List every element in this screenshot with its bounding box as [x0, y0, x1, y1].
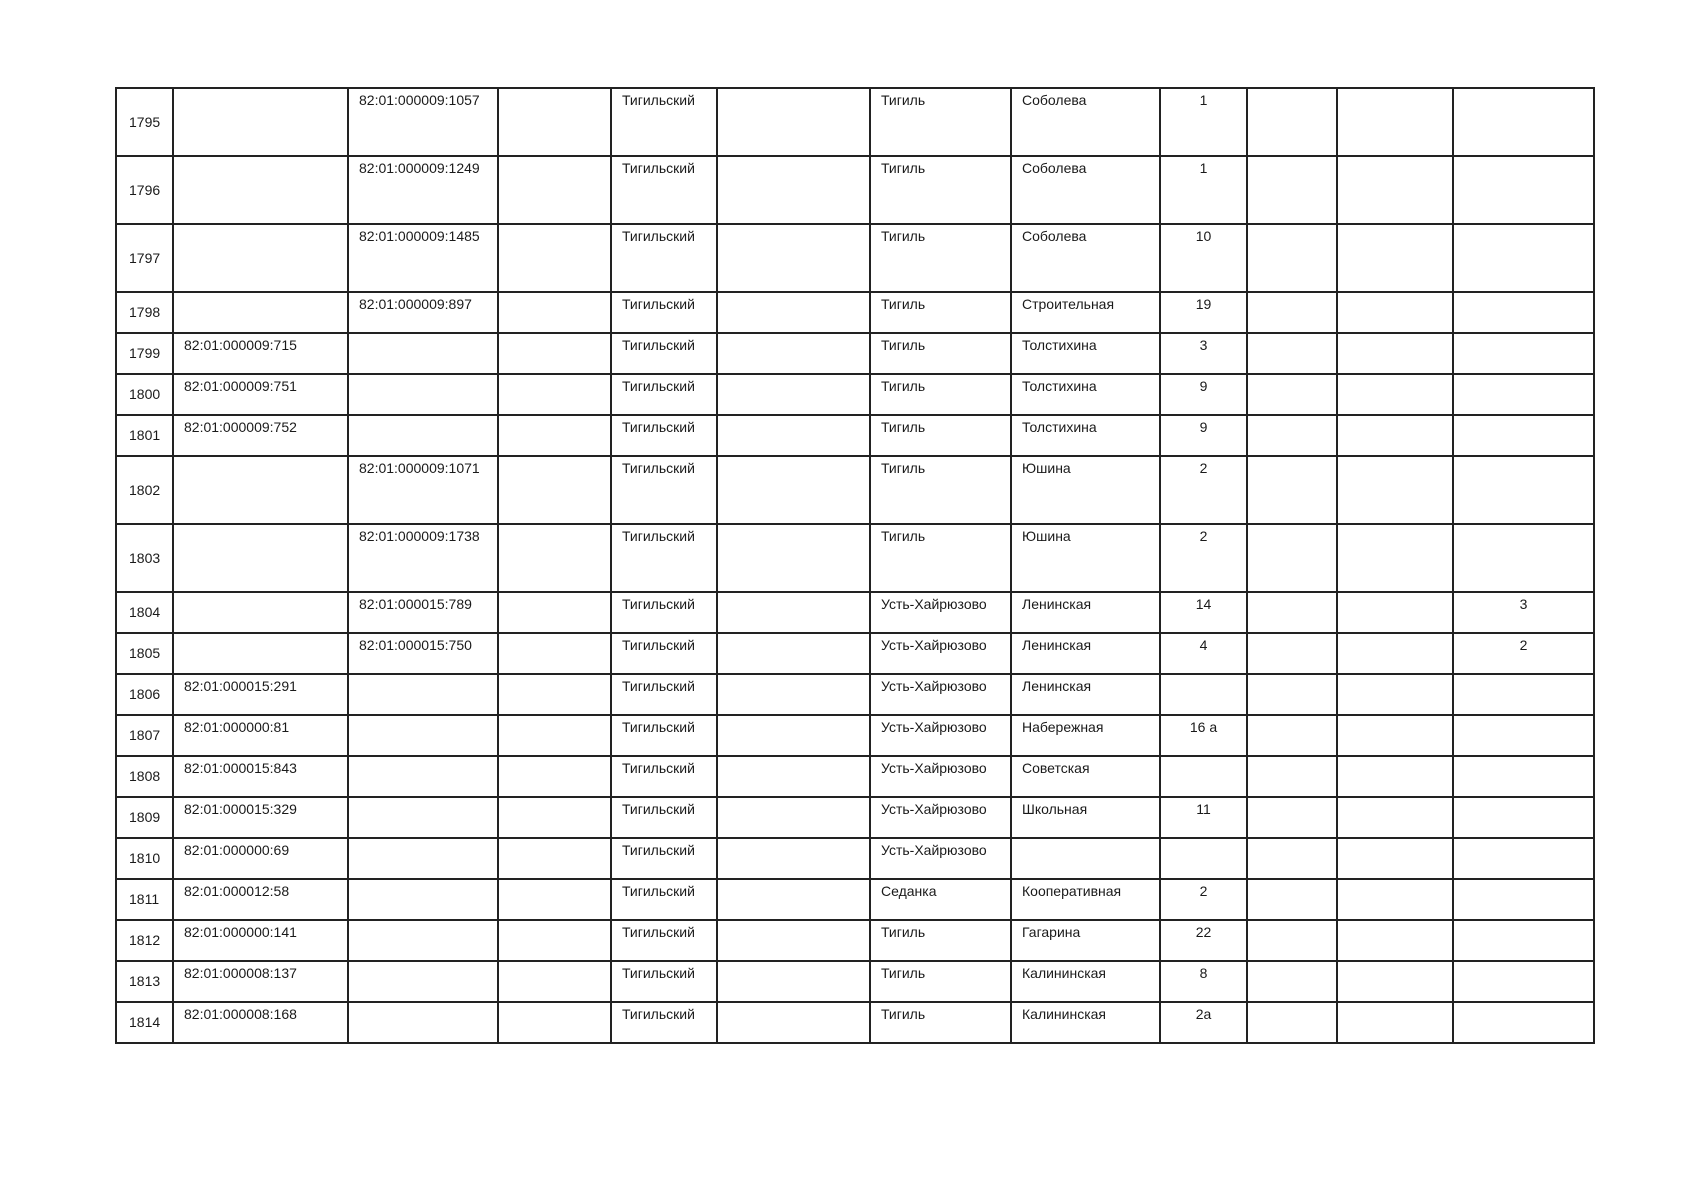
- empty-cell: [717, 592, 870, 633]
- empty-cell: [1337, 838, 1453, 879]
- building-cadastral-number-cell: 82:01:000009:1057: [348, 88, 498, 156]
- empty-cell: [717, 292, 870, 333]
- building-cadastral-number-cell: 82:01:000015:750: [348, 633, 498, 674]
- house-number-cell: 11: [1160, 797, 1247, 838]
- empty-cell: [498, 88, 611, 156]
- district-cell: Тигильский: [611, 524, 717, 592]
- empty-cell: [1337, 333, 1453, 374]
- settlement-cell: Тигиль: [870, 374, 1011, 415]
- house-number-cell: [1160, 674, 1247, 715]
- flat-number-cell: [1453, 920, 1594, 961]
- settlement-cell: Тигиль: [870, 920, 1011, 961]
- table-row: [116, 88, 1594, 156]
- land-cadastral-number-cell: 82:01:000009:751: [173, 374, 348, 415]
- row-number-cell: 1807: [116, 715, 173, 756]
- table-row: [116, 756, 1594, 797]
- empty-cell: [1247, 920, 1337, 961]
- row-number-cell: 1812: [116, 920, 173, 961]
- land-cadastral-number-cell: 82:01:000008:137: [173, 961, 348, 1002]
- land-cadastral-number-cell: [173, 292, 348, 333]
- building-cadastral-number-cell: [348, 415, 498, 456]
- empty-cell: [1337, 292, 1453, 333]
- settlement-cell: Тигиль: [870, 88, 1011, 156]
- district-cell: Тигильский: [611, 1002, 717, 1043]
- settlement-cell: Седанка: [870, 879, 1011, 920]
- table-row: [116, 674, 1594, 715]
- flat-number-cell: [1453, 715, 1594, 756]
- building-cadastral-number-cell: [348, 961, 498, 1002]
- empty-cell: [717, 633, 870, 674]
- land-cadastral-number-cell: [173, 456, 348, 524]
- street-cell: Юшина: [1011, 456, 1160, 524]
- empty-cell: [717, 838, 870, 879]
- settlement-cell: Тигиль: [870, 333, 1011, 374]
- empty-cell: [717, 224, 870, 292]
- house-number-cell: 8: [1160, 961, 1247, 1002]
- empty-cell: [717, 333, 870, 374]
- flat-number-cell: [1453, 674, 1594, 715]
- house-number-cell: 3: [1160, 333, 1247, 374]
- street-cell: Толстихина: [1011, 374, 1160, 415]
- empty-cell: [717, 797, 870, 838]
- street-cell: Соболева: [1011, 224, 1160, 292]
- registry-table: [115, 87, 1595, 1044]
- table-row: [116, 633, 1594, 674]
- table-row: [116, 715, 1594, 756]
- empty-cell: [498, 715, 611, 756]
- empty-cell: [717, 1002, 870, 1043]
- district-cell: Тигильский: [611, 374, 717, 415]
- empty-cell: [717, 156, 870, 224]
- empty-cell: [717, 674, 870, 715]
- empty-cell: [498, 292, 611, 333]
- table-row: [116, 292, 1594, 333]
- row-number-cell: 1813: [116, 961, 173, 1002]
- building-cadastral-number-cell: [348, 920, 498, 961]
- building-cadastral-number-cell: 82:01:000009:1485: [348, 224, 498, 292]
- empty-cell: [498, 920, 611, 961]
- land-cadastral-number-cell: [173, 592, 348, 633]
- empty-cell: [1247, 879, 1337, 920]
- empty-cell: [717, 374, 870, 415]
- empty-cell: [1337, 592, 1453, 633]
- row-number-cell: 1805: [116, 633, 173, 674]
- table-row: [116, 374, 1594, 415]
- empty-cell: [498, 224, 611, 292]
- flat-number-cell: [1453, 88, 1594, 156]
- building-cadastral-number-cell: [348, 333, 498, 374]
- land-cadastral-number-cell: [173, 88, 348, 156]
- table-row: [116, 456, 1594, 524]
- empty-cell: [1247, 156, 1337, 224]
- building-cadastral-number-cell: 82:01:000015:789: [348, 592, 498, 633]
- land-cadastral-number-cell: 82:01:000000:141: [173, 920, 348, 961]
- district-cell: Тигильский: [611, 715, 717, 756]
- flat-number-cell: [1453, 797, 1594, 838]
- empty-cell: [498, 797, 611, 838]
- house-number-cell: 9: [1160, 374, 1247, 415]
- street-cell: Толстихина: [1011, 333, 1160, 374]
- house-number-cell: 2а: [1160, 1002, 1247, 1043]
- empty-cell: [1247, 838, 1337, 879]
- empty-cell: [717, 415, 870, 456]
- land-cadastral-number-cell: 82:01:000009:752: [173, 415, 348, 456]
- empty-cell: [1337, 415, 1453, 456]
- street-cell: Ленинская: [1011, 674, 1160, 715]
- table-row: [116, 224, 1594, 292]
- empty-cell: [1337, 879, 1453, 920]
- row-number-cell: 1799: [116, 333, 173, 374]
- empty-cell: [1247, 674, 1337, 715]
- flat-number-cell: [1453, 224, 1594, 292]
- building-cadastral-number-cell: 82:01:000009:1738: [348, 524, 498, 592]
- empty-cell: [498, 456, 611, 524]
- house-number-cell: 2: [1160, 524, 1247, 592]
- table-row: [116, 838, 1594, 879]
- row-number-cell: 1798: [116, 292, 173, 333]
- house-number-cell: 22: [1160, 920, 1247, 961]
- empty-cell: [1247, 224, 1337, 292]
- land-cadastral-number-cell: [173, 524, 348, 592]
- street-cell: Юшина: [1011, 524, 1160, 592]
- building-cadastral-number-cell: 82:01:000009:1249: [348, 156, 498, 224]
- empty-cell: [1247, 756, 1337, 797]
- settlement-cell: Усть-Хайрюзово: [870, 715, 1011, 756]
- empty-cell: [1247, 592, 1337, 633]
- district-cell: Тигильский: [611, 224, 717, 292]
- empty-cell: [498, 415, 611, 456]
- table-row: [116, 156, 1594, 224]
- empty-cell: [1337, 156, 1453, 224]
- empty-cell: [717, 756, 870, 797]
- flat-number-cell: 3: [1453, 592, 1594, 633]
- district-cell: Тигильский: [611, 333, 717, 374]
- empty-cell: [717, 88, 870, 156]
- building-cadastral-number-cell: [348, 674, 498, 715]
- row-number-cell: 1800: [116, 374, 173, 415]
- district-cell: Тигильский: [611, 156, 717, 224]
- row-number-cell: 1814: [116, 1002, 173, 1043]
- house-number-cell: 9: [1160, 415, 1247, 456]
- district-cell: Тигильский: [611, 674, 717, 715]
- district-cell: Тигильский: [611, 838, 717, 879]
- land-cadastral-number-cell: 82:01:000009:715: [173, 333, 348, 374]
- land-cadastral-number-cell: 82:01:000015:291: [173, 674, 348, 715]
- settlement-cell: Тигиль: [870, 415, 1011, 456]
- empty-cell: [1337, 961, 1453, 1002]
- street-cell: [1011, 838, 1160, 879]
- empty-cell: [1337, 524, 1453, 592]
- empty-cell: [1247, 292, 1337, 333]
- row-number-cell: 1803: [116, 524, 173, 592]
- table-row: [116, 333, 1594, 374]
- street-cell: Толстихина: [1011, 415, 1160, 456]
- table-row: [116, 592, 1594, 633]
- land-cadastral-number-cell: 82:01:000015:329: [173, 797, 348, 838]
- row-number-cell: 1797: [116, 224, 173, 292]
- empty-cell: [1337, 674, 1453, 715]
- street-cell: Соболева: [1011, 88, 1160, 156]
- empty-cell: [498, 961, 611, 1002]
- row-number-cell: 1808: [116, 756, 173, 797]
- street-cell: Советская: [1011, 756, 1160, 797]
- land-cadastral-number-cell: 82:01:000000:81: [173, 715, 348, 756]
- settlement-cell: Тигиль: [870, 292, 1011, 333]
- settlement-cell: Тигиль: [870, 224, 1011, 292]
- empty-cell: [1247, 415, 1337, 456]
- flat-number-cell: [1453, 961, 1594, 1002]
- building-cadastral-number-cell: [348, 1002, 498, 1043]
- empty-cell: [1337, 1002, 1453, 1043]
- street-cell: Калининская: [1011, 961, 1160, 1002]
- empty-cell: [1337, 456, 1453, 524]
- flat-number-cell: [1453, 456, 1594, 524]
- district-cell: Тигильский: [611, 879, 717, 920]
- empty-cell: [498, 633, 611, 674]
- empty-cell: [498, 333, 611, 374]
- building-cadastral-number-cell: 82:01:000009:897: [348, 292, 498, 333]
- settlement-cell: Усть-Хайрюзово: [870, 633, 1011, 674]
- house-number-cell: 4: [1160, 633, 1247, 674]
- table-row: [116, 415, 1594, 456]
- land-cadastral-number-cell: 82:01:000012:58: [173, 879, 348, 920]
- empty-cell: [498, 1002, 611, 1043]
- empty-cell: [717, 879, 870, 920]
- house-number-cell: 2: [1160, 456, 1247, 524]
- empty-cell: [1337, 633, 1453, 674]
- building-cadastral-number-cell: 82:01:000009:1071: [348, 456, 498, 524]
- empty-cell: [1247, 524, 1337, 592]
- settlement-cell: Усть-Хайрюзово: [870, 838, 1011, 879]
- empty-cell: [498, 756, 611, 797]
- empty-cell: [1247, 633, 1337, 674]
- house-number-cell: 14: [1160, 592, 1247, 633]
- table-row: [116, 797, 1594, 838]
- empty-cell: [717, 920, 870, 961]
- empty-cell: [1247, 374, 1337, 415]
- empty-cell: [498, 156, 611, 224]
- street-cell: Строительная: [1011, 292, 1160, 333]
- empty-cell: [498, 592, 611, 633]
- settlement-cell: Тигиль: [870, 1002, 1011, 1043]
- empty-cell: [1247, 456, 1337, 524]
- building-cadastral-number-cell: [348, 838, 498, 879]
- district-cell: Тигильский: [611, 920, 717, 961]
- house-number-cell: 1: [1160, 156, 1247, 224]
- building-cadastral-number-cell: [348, 797, 498, 838]
- settlement-cell: Тигиль: [870, 456, 1011, 524]
- land-cadastral-number-cell: [173, 633, 348, 674]
- street-cell: Гагарина: [1011, 920, 1160, 961]
- table-row: [116, 879, 1594, 920]
- settlement-cell: Тигиль: [870, 961, 1011, 1002]
- district-cell: Тигильский: [611, 756, 717, 797]
- district-cell: Тигильский: [611, 88, 717, 156]
- district-cell: Тигильский: [611, 633, 717, 674]
- empty-cell: [1337, 920, 1453, 961]
- empty-cell: [1247, 333, 1337, 374]
- row-number-cell: 1811: [116, 879, 173, 920]
- flat-number-cell: [1453, 292, 1594, 333]
- empty-cell: [498, 524, 611, 592]
- flat-number-cell: [1453, 838, 1594, 879]
- table-row: [116, 920, 1594, 961]
- land-cadastral-number-cell: [173, 156, 348, 224]
- street-cell: Калининская: [1011, 1002, 1160, 1043]
- street-cell: Ленинская: [1011, 592, 1160, 633]
- table-row: [116, 524, 1594, 592]
- empty-cell: [717, 524, 870, 592]
- row-number-cell: 1806: [116, 674, 173, 715]
- empty-cell: [1247, 1002, 1337, 1043]
- land-cadastral-number-cell: [173, 224, 348, 292]
- empty-cell: [1337, 224, 1453, 292]
- house-number-cell: 16 а: [1160, 715, 1247, 756]
- empty-cell: [1337, 797, 1453, 838]
- flat-number-cell: 2: [1453, 633, 1594, 674]
- settlement-cell: Усть-Хайрюзово: [870, 674, 1011, 715]
- empty-cell: [498, 674, 611, 715]
- settlement-cell: Усть-Хайрюзово: [870, 797, 1011, 838]
- table-row: [116, 961, 1594, 1002]
- row-number-cell: 1809: [116, 797, 173, 838]
- flat-number-cell: [1453, 156, 1594, 224]
- building-cadastral-number-cell: [348, 879, 498, 920]
- district-cell: Тигильский: [611, 456, 717, 524]
- settlement-cell: Усть-Хайрюзово: [870, 592, 1011, 633]
- empty-cell: [1247, 961, 1337, 1002]
- street-cell: Школьная: [1011, 797, 1160, 838]
- settlement-cell: Усть-Хайрюзово: [870, 756, 1011, 797]
- street-cell: Ленинская: [1011, 633, 1160, 674]
- flat-number-cell: [1453, 415, 1594, 456]
- row-number-cell: 1804: [116, 592, 173, 633]
- land-cadastral-number-cell: 82:01:000000:69: [173, 838, 348, 879]
- street-cell: Соболева: [1011, 156, 1160, 224]
- empty-cell: [717, 456, 870, 524]
- settlement-cell: Тигиль: [870, 156, 1011, 224]
- empty-cell: [1247, 88, 1337, 156]
- house-number-cell: 1: [1160, 88, 1247, 156]
- building-cadastral-number-cell: [348, 374, 498, 415]
- empty-cell: [498, 879, 611, 920]
- row-number-cell: 1802: [116, 456, 173, 524]
- row-number-cell: 1801: [116, 415, 173, 456]
- street-cell: Набережная: [1011, 715, 1160, 756]
- registry-table-body: [116, 88, 1594, 1043]
- table-row: [116, 1002, 1594, 1043]
- empty-cell: [498, 374, 611, 415]
- flat-number-cell: [1453, 879, 1594, 920]
- empty-cell: [717, 961, 870, 1002]
- empty-cell: [717, 715, 870, 756]
- building-cadastral-number-cell: [348, 756, 498, 797]
- district-cell: Тигильский: [611, 415, 717, 456]
- flat-number-cell: [1453, 1002, 1594, 1043]
- empty-cell: [1337, 88, 1453, 156]
- house-number-cell: 2: [1160, 879, 1247, 920]
- land-cadastral-number-cell: 82:01:000008:168: [173, 1002, 348, 1043]
- empty-cell: [1337, 756, 1453, 797]
- land-cadastral-number-cell: 82:01:000015:843: [173, 756, 348, 797]
- empty-cell: [498, 838, 611, 879]
- street-cell: Кооперативная: [1011, 879, 1160, 920]
- row-number-cell: 1810: [116, 838, 173, 879]
- house-number-cell: 10: [1160, 224, 1247, 292]
- settlement-cell: Тигиль: [870, 524, 1011, 592]
- flat-number-cell: [1453, 756, 1594, 797]
- row-number-cell: 1795: [116, 88, 173, 156]
- building-cadastral-number-cell: [348, 715, 498, 756]
- row-number-cell: 1796: [116, 156, 173, 224]
- district-cell: Тигильский: [611, 961, 717, 1002]
- district-cell: Тигильский: [611, 292, 717, 333]
- district-cell: Тигильский: [611, 797, 717, 838]
- district-cell: Тигильский: [611, 592, 717, 633]
- flat-number-cell: [1453, 333, 1594, 374]
- empty-cell: [1247, 797, 1337, 838]
- house-number-cell: [1160, 838, 1247, 879]
- house-number-cell: [1160, 756, 1247, 797]
- flat-number-cell: [1453, 374, 1594, 415]
- empty-cell: [1247, 715, 1337, 756]
- empty-cell: [1337, 374, 1453, 415]
- flat-number-cell: [1453, 524, 1594, 592]
- house-number-cell: 19: [1160, 292, 1247, 333]
- empty-cell: [1337, 715, 1453, 756]
